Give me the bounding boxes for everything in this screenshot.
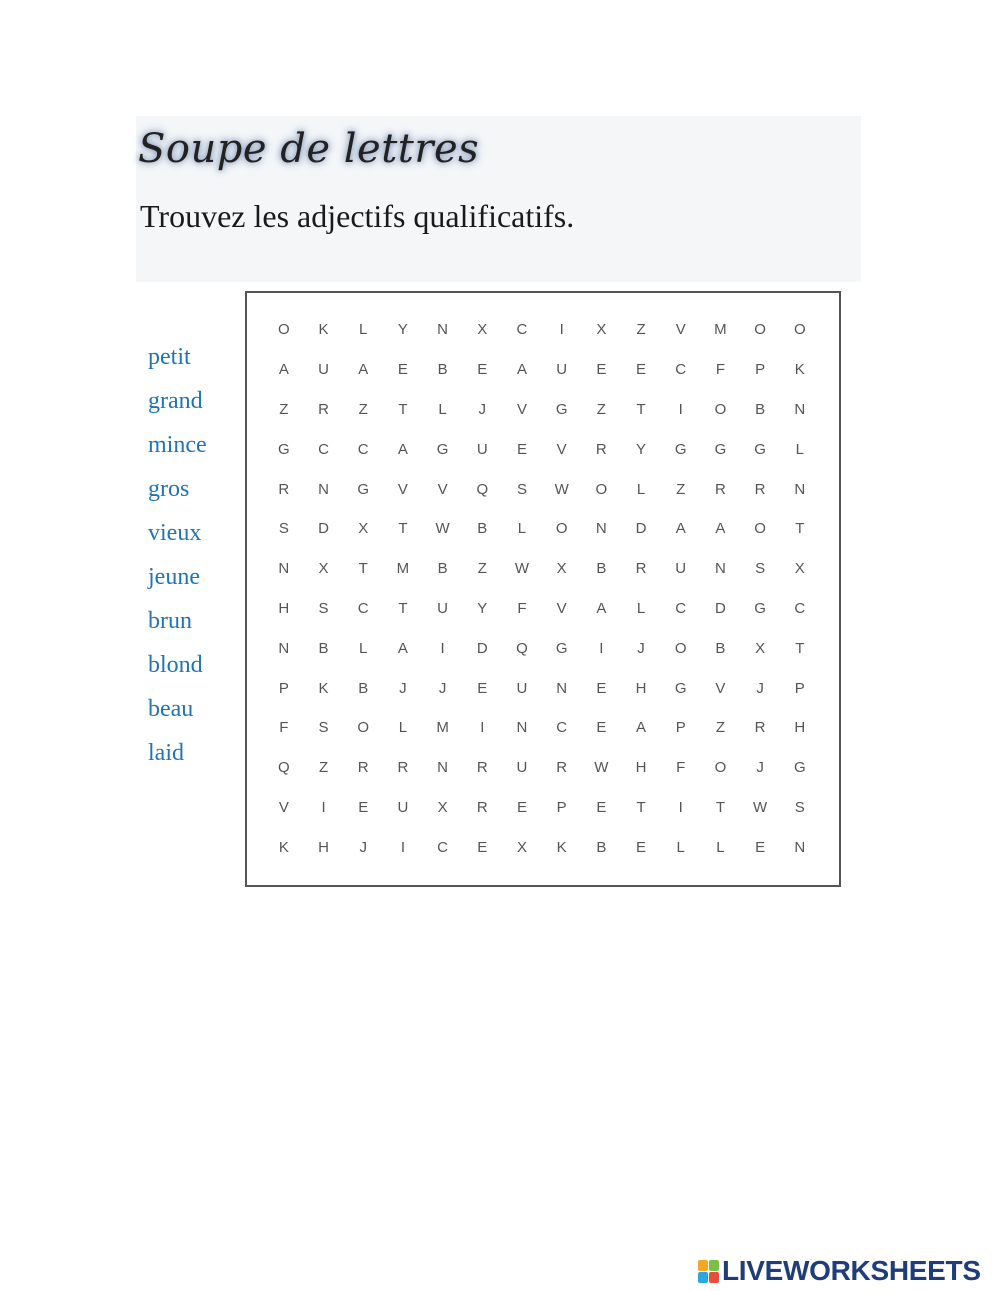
- grid-letter[interactable]: S: [755, 560, 766, 578]
- grid-letter[interactable]: B: [477, 520, 488, 538]
- grid-letter[interactable]: V: [556, 440, 567, 458]
- grid-letter[interactable]: A: [636, 719, 647, 737]
- grid-letter[interactable]: U: [318, 361, 329, 379]
- grid-letter[interactable]: C: [516, 321, 528, 339]
- grid-letter[interactable]: U: [675, 560, 687, 578]
- grid-letter[interactable]: C: [357, 599, 369, 617]
- word-list-item: gros: [148, 476, 190, 502]
- grid-letter[interactable]: U: [476, 440, 488, 458]
- grid-letter[interactable]: R: [397, 759, 409, 777]
- grid-letter[interactable]: Z: [596, 400, 606, 418]
- grid-letter[interactable]: G: [555, 400, 568, 418]
- grid-letter[interactable]: P: [556, 798, 567, 816]
- grid-letter[interactable]: V: [397, 480, 408, 498]
- grid-letter[interactable]: O: [714, 400, 727, 418]
- grid-letter[interactable]: K: [794, 361, 805, 379]
- grid-letter[interactable]: V: [715, 679, 726, 697]
- grid-letter[interactable]: E: [596, 798, 607, 816]
- grid-letter[interactable]: A: [278, 361, 289, 379]
- grid-letter[interactable]: R: [476, 759, 488, 777]
- grid-letter[interactable]: B: [715, 639, 726, 657]
- logo-square: [709, 1260, 719, 1271]
- word-list-item: vieux: [148, 520, 202, 546]
- grid-letter[interactable]: N: [318, 480, 329, 498]
- grid-letter[interactable]: T: [358, 560, 368, 578]
- word-list-item: blond: [148, 652, 203, 678]
- grid-letter[interactable]: G: [436, 440, 449, 458]
- grid-letter[interactable]: H: [278, 599, 290, 617]
- grid-letter[interactable]: P: [675, 719, 686, 737]
- grid-letter[interactable]: C: [437, 838, 449, 856]
- grid-letter[interactable]: M: [396, 560, 410, 578]
- grid-letter[interactable]: G: [357, 480, 370, 498]
- grid-letter[interactable]: T: [398, 400, 408, 418]
- grid-letter[interactable]: G: [278, 440, 290, 458]
- grid-letter[interactable]: H: [318, 838, 329, 856]
- grid-letter[interactable]: C: [675, 361, 687, 379]
- grid-letter[interactable]: A: [596, 599, 607, 617]
- grid-letter[interactable]: K: [556, 838, 567, 856]
- grid-letter[interactable]: A: [397, 639, 408, 657]
- grid-letter[interactable]: R: [278, 480, 290, 498]
- grid-letter[interactable]: J: [756, 759, 764, 777]
- grid-letter[interactable]: R: [556, 759, 568, 777]
- grid-letter[interactable]: E: [477, 361, 488, 379]
- grid-letter[interactable]: A: [358, 361, 369, 379]
- grid-letter[interactable]: L: [636, 599, 646, 617]
- grid-letter[interactable]: G: [793, 759, 806, 777]
- grid-letter[interactable]: O: [714, 759, 727, 777]
- grid-letter[interactable]: Z: [358, 400, 368, 418]
- instruction-text: Trouvez les adjectifs qualificatifs.: [140, 198, 575, 234]
- grid-letter[interactable]: L: [676, 838, 685, 856]
- grid-letter[interactable]: L: [359, 321, 368, 339]
- grid-letter[interactable]: F: [715, 361, 725, 379]
- logo-text: LIVEWORKSHEETS: [722, 1255, 981, 1286]
- grid-letter[interactable]: B: [318, 639, 329, 657]
- grid-letter[interactable]: F: [517, 599, 527, 617]
- grid-letter[interactable]: V: [278, 798, 289, 816]
- grid-letter[interactable]: W: [594, 759, 609, 777]
- grid-letter[interactable]: O: [793, 321, 806, 339]
- word-search-grid[interactable]: [264, 310, 820, 867]
- grid-letter[interactable]: R: [318, 400, 329, 418]
- grid-letter[interactable]: L: [359, 639, 368, 657]
- word-list-item: grand: [148, 388, 203, 414]
- grid-letter[interactable]: S: [278, 520, 289, 538]
- grid-letter[interactable]: A: [675, 520, 686, 538]
- grid-letter[interactable]: O: [595, 480, 608, 498]
- grid-letter[interactable]: L: [517, 520, 527, 538]
- grid-letter[interactable]: D: [635, 520, 647, 538]
- grid-letter[interactable]: X: [596, 321, 607, 339]
- grid-letter[interactable]: B: [596, 560, 607, 578]
- word-list-item: petit: [148, 344, 191, 370]
- grid-letter[interactable]: Y: [636, 440, 647, 458]
- grid-letter[interactable]: Q: [516, 639, 528, 657]
- grid-letter[interactable]: C: [357, 440, 369, 458]
- grid-letter[interactable]: X: [516, 838, 527, 856]
- grid-letter[interactable]: D: [714, 599, 726, 617]
- grid-letter[interactable]: N: [794, 400, 806, 418]
- grid-letter[interactable]: V: [675, 321, 686, 339]
- word-list-item: mince: [148, 432, 207, 458]
- grid-letter[interactable]: O: [278, 321, 290, 339]
- grid-letter[interactable]: W: [435, 520, 450, 538]
- grid-letter[interactable]: I: [480, 719, 485, 737]
- grid-letter[interactable]: E: [596, 679, 607, 697]
- grid-letter[interactable]: O: [674, 639, 687, 657]
- logo-square: [698, 1260, 708, 1271]
- grid-letter[interactable]: X: [318, 560, 329, 578]
- grid-letter[interactable]: I: [321, 798, 326, 816]
- grid-letter[interactable]: X: [437, 798, 448, 816]
- grid-letter[interactable]: L: [398, 719, 408, 737]
- page-title: Soupe de lettres: [138, 126, 480, 172]
- grid-letter[interactable]: E: [516, 798, 527, 816]
- grid-letter[interactable]: V: [516, 400, 527, 418]
- grid-letter[interactable]: E: [596, 361, 607, 379]
- grid-letter[interactable]: Z: [715, 719, 725, 737]
- grid-letter[interactable]: H: [794, 719, 806, 737]
- grid-letter[interactable]: T: [795, 520, 805, 538]
- grid-letter[interactable]: A: [715, 520, 726, 538]
- grid-letter[interactable]: X: [755, 639, 766, 657]
- grid-letter[interactable]: E: [636, 838, 647, 856]
- grid-letter[interactable]: U: [437, 599, 449, 617]
- word-list: [148, 337, 207, 777]
- grid-letter[interactable]: E: [397, 361, 408, 379]
- grid-letter[interactable]: N: [714, 560, 726, 578]
- grid-letter[interactable]: S: [318, 599, 329, 617]
- grid-letter[interactable]: S: [318, 719, 329, 737]
- grid-letter[interactable]: W: [753, 798, 768, 816]
- grid-letter[interactable]: Z: [676, 480, 686, 498]
- grid-letter[interactable]: F: [676, 759, 686, 777]
- grid-letter[interactable]: C: [556, 719, 568, 737]
- grid-letter[interactable]: J: [756, 679, 764, 697]
- grid-letter[interactable]: I: [440, 639, 445, 657]
- grid-letter[interactable]: E: [636, 361, 647, 379]
- grid-letter[interactable]: O: [754, 520, 766, 538]
- grid-letter[interactable]: E: [516, 440, 527, 458]
- grid-letter[interactable]: Z: [279, 400, 289, 418]
- grid-letter[interactable]: S: [794, 798, 805, 816]
- grid-letter[interactable]: N: [595, 520, 607, 538]
- grid-letter[interactable]: F: [279, 719, 289, 737]
- grid-letter[interactable]: B: [596, 838, 607, 856]
- grid-letter[interactable]: R: [476, 798, 488, 816]
- grid-letter[interactable]: I: [678, 798, 683, 816]
- grid-letter[interactable]: J: [399, 679, 407, 697]
- logo-icon: [698, 1260, 719, 1283]
- grid-letter[interactable]: R: [754, 719, 766, 737]
- grid-letter[interactable]: W: [554, 480, 569, 498]
- grid-letter[interactable]: I: [678, 400, 683, 418]
- grid-letter[interactable]: U: [556, 361, 568, 379]
- grid-letter[interactable]: T: [398, 599, 408, 617]
- grid-letter[interactable]: G: [674, 679, 687, 697]
- grid-letter[interactable]: K: [278, 838, 289, 856]
- grid-letter[interactable]: E: [477, 838, 488, 856]
- grid-letter[interactable]: E: [755, 838, 766, 856]
- grid-letter[interactable]: M: [714, 321, 727, 339]
- grid-letter[interactable]: N: [278, 560, 290, 578]
- word-list-item: jeune: [148, 564, 200, 590]
- grid-letter[interactable]: L: [438, 400, 447, 418]
- grid-letter[interactable]: R: [595, 440, 607, 458]
- grid-letter[interactable]: S: [516, 480, 527, 498]
- grid-letter[interactable]: N: [556, 679, 568, 697]
- grid-letter[interactable]: J: [637, 639, 645, 657]
- grid-letter[interactable]: L: [636, 480, 646, 498]
- grid-letter[interactable]: Q: [278, 759, 290, 777]
- grid-letter[interactable]: J: [438, 679, 447, 697]
- grid-letter[interactable]: B: [755, 400, 766, 418]
- grid-letter[interactable]: I: [400, 838, 405, 856]
- word-list-item: laid: [148, 740, 184, 766]
- grid-letter[interactable]: C: [675, 599, 687, 617]
- grid-letter[interactable]: B: [358, 679, 369, 697]
- grid-letter[interactable]: M: [436, 719, 449, 737]
- grid-letter[interactable]: Z: [477, 560, 487, 578]
- grid-letter[interactable]: T: [398, 520, 408, 538]
- grid-letter[interactable]: W: [514, 560, 530, 578]
- grid-letter[interactable]: E: [358, 798, 369, 816]
- grid-letter[interactable]: P: [755, 361, 766, 379]
- grid-letter[interactable]: R: [714, 480, 726, 498]
- grid-letter[interactable]: N: [794, 480, 806, 498]
- grid-letter[interactable]: T: [795, 639, 805, 657]
- grid-letter[interactable]: N: [516, 719, 528, 737]
- grid-letter[interactable]: E: [596, 719, 607, 737]
- grid-letter[interactable]: G: [555, 639, 568, 657]
- grid-letter[interactable]: G: [754, 440, 766, 458]
- logo-square: [698, 1272, 708, 1283]
- grid-letter[interactable]: G: [754, 599, 766, 617]
- grid-letter[interactable]: I: [599, 639, 604, 657]
- grid-letter[interactable]: R: [754, 480, 766, 498]
- grid-letter[interactable]: X: [794, 560, 805, 578]
- grid-letter[interactable]: V: [556, 599, 567, 617]
- grid-letter[interactable]: N: [437, 759, 449, 777]
- grid-letter[interactable]: V: [437, 480, 448, 498]
- grid-letter[interactable]: C: [318, 440, 329, 458]
- grid-letter[interactable]: T: [636, 400, 646, 418]
- grid-letter[interactable]: C: [794, 599, 806, 617]
- grid-letter[interactable]: G: [714, 440, 727, 458]
- grid-letter[interactable]: Y: [397, 321, 408, 339]
- grid-letter[interactable]: U: [397, 798, 409, 816]
- grid-letter[interactable]: Z: [636, 321, 646, 339]
- grid-letter[interactable]: N: [437, 321, 449, 339]
- grid-letter[interactable]: D: [476, 639, 488, 657]
- grid-letter[interactable]: J: [478, 400, 487, 418]
- grid-letter[interactable]: Q: [476, 480, 489, 498]
- grid-letter[interactable]: X: [358, 520, 369, 538]
- logo-square: [709, 1272, 719, 1283]
- grid-letter[interactable]: T: [636, 798, 646, 816]
- grid-letter[interactable]: J: [359, 838, 367, 856]
- grid-letter[interactable]: U: [516, 679, 528, 697]
- grid-letter[interactable]: O: [754, 321, 766, 339]
- grid-letter[interactable]: T: [715, 798, 725, 816]
- grid-letter[interactable]: O: [555, 520, 568, 538]
- grid-letter[interactable]: R: [635, 560, 647, 578]
- grid-letter[interactable]: D: [318, 520, 329, 538]
- grid-letter[interactable]: B: [437, 560, 448, 578]
- grid-letter[interactable]: I: [559, 321, 564, 339]
- grid-letter[interactable]: H: [635, 759, 647, 777]
- grid-letter[interactable]: L: [716, 838, 725, 856]
- grid-letter[interactable]: A: [397, 440, 408, 458]
- grid-letter[interactable]: Z: [318, 759, 329, 777]
- grid-letter[interactable]: U: [516, 759, 528, 777]
- grid-letter[interactable]: K: [318, 679, 329, 697]
- grid-letter[interactable]: O: [357, 719, 370, 737]
- grid-letter[interactable]: G: [674, 440, 687, 458]
- grid-letter[interactable]: E: [477, 679, 488, 697]
- grid-letter[interactable]: P: [278, 679, 289, 697]
- word-list-item: beau: [148, 696, 194, 722]
- grid-letter[interactable]: Y: [477, 599, 488, 617]
- grid-letter[interactable]: P: [794, 679, 805, 697]
- grid-letter[interactable]: N: [278, 639, 290, 657]
- grid-letter[interactable]: X: [556, 560, 567, 578]
- grid-letter[interactable]: N: [794, 838, 806, 856]
- grid-letter[interactable]: A: [516, 361, 527, 379]
- grid-letter[interactable]: K: [318, 321, 329, 339]
- liveworksheets-logo: [698, 1255, 981, 1287]
- grid-letter[interactable]: H: [635, 679, 647, 697]
- grid-letter[interactable]: L: [795, 440, 804, 458]
- grid-letter[interactable]: B: [437, 361, 448, 379]
- grid-letter[interactable]: X: [477, 321, 488, 339]
- word-list-item: brun: [148, 608, 192, 634]
- grid-letter[interactable]: R: [357, 759, 369, 777]
